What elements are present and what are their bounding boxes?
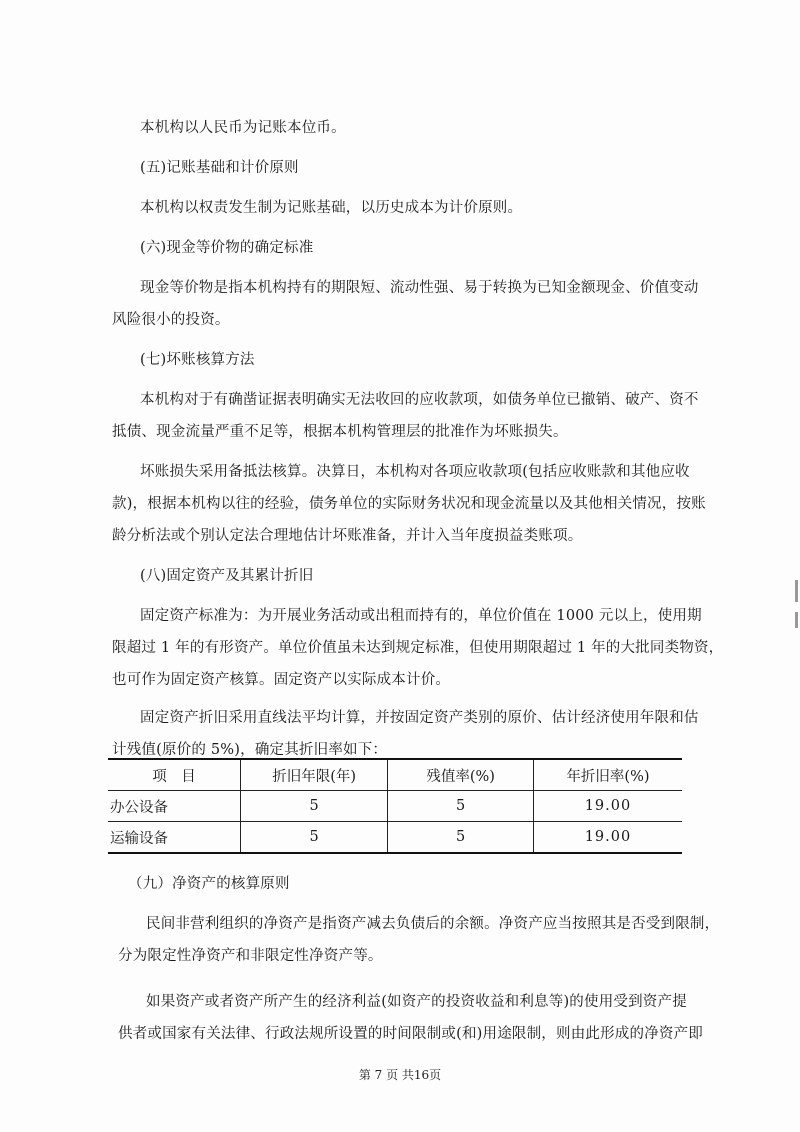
table-header-row bbox=[108, 759, 682, 791]
table-row bbox=[108, 791, 682, 822]
table-cell-years: 5 bbox=[240, 822, 387, 854]
table-cell-residual: 5 bbox=[388, 822, 534, 854]
paragraph-bad-debt-line-1: 本机构对于有确凿证据表明确实无法收回的应收款项，如债务单位已撤销、破产、资不 bbox=[140, 392, 699, 408]
paragraph-net-assets-line-1: 民间非营利组织的净资产是指资产减去负债后的余额。净资产应当按照其是否受到限制， bbox=[146, 916, 720, 932]
paragraph-depreciation-line-1: 固定资产折旧采用直线法平均计算，并按固定资产类别的原价、估计经济使用年限和估 bbox=[140, 710, 699, 726]
table-cell-rate: 19.00 bbox=[533, 822, 682, 854]
scan-edge-mark bbox=[795, 612, 798, 628]
table-cell-asset-name: 办公设备 bbox=[108, 791, 240, 822]
scan-edge-mark bbox=[795, 580, 798, 602]
paragraph-allowance-line-2: 款)，根据本机构以往的经验，债务单位的实际财务状况和现金流量以及其他相关情况，按账 bbox=[112, 496, 706, 512]
table-cell-residual: 5 bbox=[388, 791, 534, 822]
page-number-footer: 第 7 页 共16页 bbox=[358, 1068, 442, 1082]
table-header-residual: 残值率(%) bbox=[388, 759, 534, 791]
paragraph-currency: 本机构以人民币为记账本位币。 bbox=[140, 120, 346, 136]
paragraph-cash-equivalents-line-2: 风险很小的投资。 bbox=[112, 312, 230, 328]
table-header-item: 项 目 bbox=[108, 759, 240, 791]
paragraph-fixed-assets-line-2: 限超过 1 年的有形资产。单位价值虽未达到规定标准，但使用期限超过 1 年的大批同类物资， bbox=[112, 640, 724, 656]
table-header-rate: 年折旧率(%) bbox=[533, 759, 682, 791]
section-heading-8: (八)固定资产及其累计折旧 bbox=[140, 568, 314, 584]
paragraph-accounting-basis: 本机构以权责发生制为记账基础，以历史成本为计价原则。 bbox=[140, 200, 523, 216]
section-heading-6: (六)现金等价物的确定标准 bbox=[140, 240, 314, 256]
paragraph-allowance-line-1: 坏账损失采用备抵法核算。决算日，本机构对各项应收款项(包括应收账款和其他应收 bbox=[140, 464, 690, 480]
paragraph-depreciation-line-2: 计残值(原价的 5%)，确定其折旧率如下： bbox=[112, 742, 388, 758]
table-header-years: 折旧年限(年) bbox=[240, 759, 387, 791]
paragraph-bad-debt-line-2: 抵债、现金流量严重不足等，根据本机构管理层的批准作为坏账损失。 bbox=[112, 424, 568, 440]
table-row bbox=[108, 822, 682, 854]
paragraph-restriction-line-2: 供者或国家有关法律、行政法规所设置的时间限制或(和)用途限制，则由此形成的净资产即 bbox=[118, 1026, 704, 1042]
paragraph-fixed-assets-line-3: 也可作为固定资产核算。固定资产以实际成本计价。 bbox=[112, 672, 451, 688]
paragraph-cash-equivalents-line-1: 现金等价物是指本机构持有的期限短、流动性强、易于转换为已知金额现金、价值变动 bbox=[140, 280, 699, 296]
paragraph-restriction-line-1: 如果资产或者资产所产生的经济利益(如资产的投资收益和利息等)的使用受到资产提 bbox=[146, 994, 687, 1010]
section-heading-9: （九）净资产的核算原则 bbox=[128, 876, 290, 892]
paragraph-fixed-assets-line-1: 固定资产标准为：为开展业务活动或出租而持有的，单位价值在 1000 元以上，使用期 bbox=[140, 608, 702, 624]
depreciation-table bbox=[108, 758, 682, 854]
paragraph-allowance-line-3: 龄分析法或个别认定法合理地估计坏账准备，并计入当年度损益类账项。 bbox=[112, 528, 583, 544]
section-heading-5: (五)记账基础和计价原则 bbox=[140, 160, 299, 176]
table-cell-rate: 19.00 bbox=[533, 791, 682, 822]
section-heading-7: (七)坏账核算方法 bbox=[140, 352, 255, 368]
paragraph-net-assets-line-2: 分为限定性净资产和非限定性净资产等。 bbox=[118, 948, 383, 964]
table-cell-asset-name: 运输设备 bbox=[108, 822, 240, 854]
table-cell-years: 5 bbox=[240, 791, 387, 822]
